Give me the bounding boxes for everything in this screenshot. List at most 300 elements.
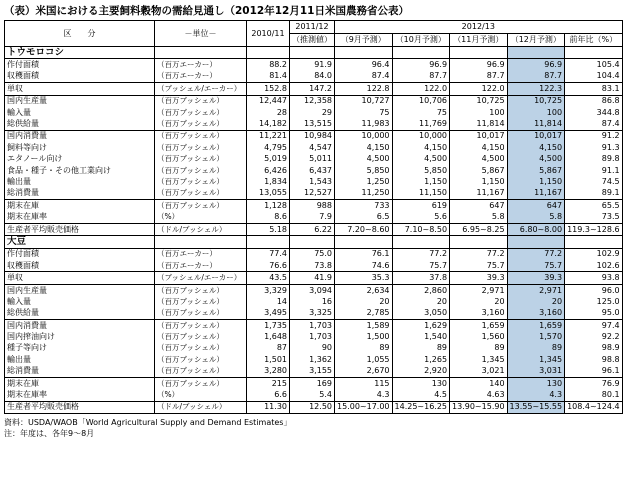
row-unit: （%） xyxy=(155,389,247,401)
cell-value: 115 xyxy=(335,377,393,389)
cell-value: 11,769 xyxy=(392,118,450,130)
cell-value: 76.9 xyxy=(565,377,623,389)
cell-value: 122.8 xyxy=(335,83,393,95)
cell-value: 5.8 xyxy=(450,211,508,223)
cell-value: 20 xyxy=(335,296,393,307)
cell-value: 91.2 xyxy=(565,130,623,142)
cell-value: 20 xyxy=(450,296,508,307)
cell-value: 10,727 xyxy=(335,95,393,107)
row-unit: （百万ブッシェル） xyxy=(155,284,247,296)
cell-value: 5.4 xyxy=(290,389,335,401)
header-2011-sub: （推測値） xyxy=(290,34,335,47)
cell-value: 20 xyxy=(392,296,450,307)
cell-value: 95.0 xyxy=(565,308,623,320)
cell-value: 12,358 xyxy=(290,95,335,107)
row-label: 収穫面積 xyxy=(5,260,155,272)
cell-value: 1,560 xyxy=(450,331,508,342)
row-unit: （百万ブッシェル） xyxy=(155,165,247,176)
cell-value: 2,920 xyxy=(392,366,450,378)
row-unit: （百万ブッシェル） xyxy=(155,200,247,212)
cell-value: 87 xyxy=(247,343,290,354)
cell-value: 5.6 xyxy=(392,211,450,223)
cell-value: 73.5 xyxy=(565,211,623,223)
cell-value: 11,814 xyxy=(450,118,508,130)
row-unit: （百万ブッシェル） xyxy=(155,308,247,320)
row-label: 飼料等向け xyxy=(5,142,155,153)
row-label: 期末在庫率 xyxy=(5,389,155,401)
table-row xyxy=(5,248,623,260)
row-unit: （百万エーカー） xyxy=(155,248,247,260)
cell-value: 1,501 xyxy=(247,354,290,365)
table-row xyxy=(5,401,623,413)
cell-value: 89 xyxy=(507,343,565,354)
section-title: 大豆 xyxy=(5,236,155,248)
cell-value: 11.30 xyxy=(247,401,290,413)
cell-value: 13.90~15.90 xyxy=(450,401,508,413)
cell-value: 91.9 xyxy=(290,59,335,71)
row-label: 国内搾油向け xyxy=(5,331,155,342)
cell-value: 76.6 xyxy=(247,260,290,272)
cell-value: 84.0 xyxy=(290,71,335,83)
cell-value: 28 xyxy=(247,107,290,118)
cell-value: 75 xyxy=(335,107,393,118)
cell-value: 80.1 xyxy=(565,389,623,401)
cell-value: 2,785 xyxy=(335,308,393,320)
cell-value: 5.8 xyxy=(507,211,565,223)
table-row xyxy=(5,284,623,296)
table-row xyxy=(5,130,623,142)
cell-value: 91.3 xyxy=(565,142,623,153)
cell-value: 3,031 xyxy=(507,366,565,378)
header-2011: 2011/12 xyxy=(290,21,335,34)
cell-value: 3,329 xyxy=(247,284,290,296)
cell-value: 29 xyxy=(290,107,335,118)
cell-value: 14 xyxy=(247,296,290,307)
cell-value: 11,983 xyxy=(335,118,393,130)
cell-value: 122.0 xyxy=(392,83,450,95)
row-label: 作付面積 xyxy=(5,248,155,260)
table-row xyxy=(5,176,623,187)
table-row xyxy=(5,296,623,307)
cell-value: 98.8 xyxy=(565,354,623,365)
cell-value: 3,155 xyxy=(290,366,335,378)
cell-value: 6.22 xyxy=(290,223,335,235)
row-label: 輸出量 xyxy=(5,354,155,365)
cell-value: 1,703 xyxy=(290,331,335,342)
cell-value: 4.3 xyxy=(507,389,565,401)
section-header xyxy=(5,47,623,59)
cell-value: 74.5 xyxy=(565,176,623,187)
cell-value: 1,659 xyxy=(507,319,565,331)
cell-value: 97.4 xyxy=(565,319,623,331)
table-row xyxy=(5,107,623,118)
cell-value: 147.2 xyxy=(290,83,335,95)
cell-value: 4,150 xyxy=(392,142,450,153)
cell-value: 91.1 xyxy=(565,165,623,176)
cell-value: 37.8 xyxy=(392,272,450,284)
cell-value: 75.0 xyxy=(290,248,335,260)
cell-value: 75.7 xyxy=(507,260,565,272)
cell-value: 93.8 xyxy=(565,272,623,284)
row-label: 単収 xyxy=(5,83,155,95)
row-label: 輸入量 xyxy=(5,107,155,118)
cell-value: 77.4 xyxy=(247,248,290,260)
cell-value: 1,648 xyxy=(247,331,290,342)
cell-value: 75 xyxy=(392,107,450,118)
cell-value: 215 xyxy=(247,377,290,389)
cell-value: 10,984 xyxy=(290,130,335,142)
table-row xyxy=(5,142,623,153)
table-row xyxy=(5,211,623,223)
row-unit: （百万エーカー） xyxy=(155,59,247,71)
cell-value: 619 xyxy=(392,200,450,212)
cell-value: 7.10~8.50 xyxy=(392,223,450,235)
cell-value: 77.2 xyxy=(450,248,508,260)
row-unit: （ブッシェル/エーカー） xyxy=(155,272,247,284)
cell-value: 77.2 xyxy=(392,248,450,260)
cell-value: 10,000 xyxy=(335,130,393,142)
cell-value: 43.5 xyxy=(247,272,290,284)
cell-value: 119.3~128.6 xyxy=(565,223,623,235)
cell-value: 1,150 xyxy=(450,176,508,187)
section-title: トウモロコシ xyxy=(5,47,155,59)
cell-value: 5,850 xyxy=(335,165,393,176)
cell-value: 65.5 xyxy=(565,200,623,212)
row-unit: （ドル/ブッシェル） xyxy=(155,223,247,235)
cell-value: 3,050 xyxy=(392,308,450,320)
cell-value: 2,634 xyxy=(335,284,393,296)
table-row xyxy=(5,83,623,95)
row-unit: （百万ブッシェル） xyxy=(155,107,247,118)
row-label: 総供給量 xyxy=(5,308,155,320)
cell-value: 11,167 xyxy=(507,188,565,200)
cell-value: 12.50 xyxy=(290,401,335,413)
row-label: 総消費量 xyxy=(5,188,155,200)
cell-value: 6.5 xyxy=(335,211,393,223)
row-unit: （百万エーカー） xyxy=(155,260,247,272)
cell-value: 81.4 xyxy=(247,71,290,83)
table-row xyxy=(5,366,623,378)
cell-value: 1,250 xyxy=(335,176,393,187)
cell-value: 152.8 xyxy=(247,83,290,95)
cell-value: 11,221 xyxy=(247,130,290,142)
cell-value: 12,447 xyxy=(247,95,290,107)
row-label: 総供給量 xyxy=(5,118,155,130)
year-note: 注：年度は、各年9～8月 xyxy=(4,429,95,438)
cell-value: 10,000 xyxy=(392,130,450,142)
cell-value: 5,850 xyxy=(392,165,450,176)
row-unit: （百万ブッシェル） xyxy=(155,95,247,107)
row-label: 国内生産量 xyxy=(5,284,155,296)
cell-value: 39.3 xyxy=(450,272,508,284)
table-row xyxy=(5,308,623,320)
cell-value: 13,515 xyxy=(290,118,335,130)
cell-value: 3,160 xyxy=(507,308,565,320)
cell-value: 96.0 xyxy=(565,284,623,296)
cell-value: 1,345 xyxy=(450,354,508,365)
cell-value: 96.1 xyxy=(565,366,623,378)
cell-value: 4,150 xyxy=(335,142,393,153)
cell-value: 11,167 xyxy=(450,188,508,200)
page-title: （表）米国における主要飼料穀物の需給見通し（2012年12月11日米国農務省公表） xyxy=(4,5,409,17)
header-dec: （12月予測） xyxy=(507,34,565,47)
row-unit: （百万ブッシェル） xyxy=(155,130,247,142)
row-unit: （ブッシェル/エーカー） xyxy=(155,83,247,95)
cell-value: 87.7 xyxy=(450,71,508,83)
cell-value: 3,495 xyxy=(247,308,290,320)
table-row xyxy=(5,118,623,130)
header-nov: （11月予測） xyxy=(450,34,508,47)
cell-value: 10,725 xyxy=(450,95,508,107)
cell-value: 11,150 xyxy=(392,188,450,200)
row-label: 期末在庫率 xyxy=(5,211,155,223)
cell-value: 77.2 xyxy=(507,248,565,260)
row-label: 輸出量 xyxy=(5,176,155,187)
cell-value: 4,500 xyxy=(335,154,393,165)
cell-value: 74.6 xyxy=(335,260,393,272)
table-row xyxy=(5,165,623,176)
cell-value: 1,629 xyxy=(392,319,450,331)
row-label: 単収 xyxy=(5,272,155,284)
table-row xyxy=(5,154,623,165)
cell-value: 6.80~8.00 xyxy=(507,223,565,235)
row-label: 食品・種子・その他工業向け xyxy=(5,165,155,176)
row-unit: （百万エーカー） xyxy=(155,71,247,83)
cell-value: 1,659 xyxy=(450,319,508,331)
table-row xyxy=(5,319,623,331)
cell-value: 988 xyxy=(290,200,335,212)
table-row xyxy=(5,95,623,107)
header-oct: （10月予測） xyxy=(392,34,450,47)
cell-value: 89.8 xyxy=(565,154,623,165)
cell-value: 39.3 xyxy=(507,272,565,284)
row-unit: （百万ブッシェル） xyxy=(155,176,247,187)
cell-value: 7.20~8.60 xyxy=(335,223,393,235)
cell-value: 647 xyxy=(507,200,565,212)
cell-value: 96.9 xyxy=(507,59,565,71)
cell-value: 10,706 xyxy=(392,95,450,107)
cell-value: 11,250 xyxy=(335,188,393,200)
row-label: 国内消費量 xyxy=(5,319,155,331)
cell-value: 7.9 xyxy=(290,211,335,223)
cell-value: 6.6 xyxy=(247,389,290,401)
cell-value: 1,150 xyxy=(392,176,450,187)
row-label: 種子等向け xyxy=(5,343,155,354)
cell-value: 4,500 xyxy=(507,154,565,165)
row-unit: （百万ブッシェル） xyxy=(155,118,247,130)
cell-value: 5.18 xyxy=(247,223,290,235)
cell-value: 83.1 xyxy=(565,83,623,95)
header-sep: （9月予測） xyxy=(335,34,393,47)
table-row xyxy=(5,377,623,389)
cell-value: 3,160 xyxy=(450,308,508,320)
row-unit: （百万ブッシェル） xyxy=(155,343,247,354)
row-unit: （百万ブッシェル） xyxy=(155,188,247,200)
cell-value: 76.1 xyxy=(335,248,393,260)
cell-value: 1,570 xyxy=(507,331,565,342)
cell-value: 89 xyxy=(450,343,508,354)
cell-value: 5,019 xyxy=(247,154,290,165)
row-unit: （百万ブッシェル） xyxy=(155,142,247,153)
row-label: 生産者平均販売価格 xyxy=(5,401,155,413)
cell-value: 1,735 xyxy=(247,319,290,331)
cell-value: 1,265 xyxy=(392,354,450,365)
cell-value: 11,814 xyxy=(507,118,565,130)
cell-value: 10,725 xyxy=(507,95,565,107)
cell-value: 87.7 xyxy=(392,71,450,83)
cell-value: 4,150 xyxy=(450,142,508,153)
cell-value: 5,867 xyxy=(450,165,508,176)
row-label: 総消費量 xyxy=(5,366,155,378)
cell-value: 10,017 xyxy=(450,130,508,142)
cell-value: 1,345 xyxy=(507,354,565,365)
cell-value: 35.3 xyxy=(335,272,393,284)
cell-value: 140 xyxy=(450,377,508,389)
row-unit: （百万ブッシェル） xyxy=(155,377,247,389)
cell-value: 2,971 xyxy=(507,284,565,296)
cell-value: 90 xyxy=(290,343,335,354)
cell-value: 41.9 xyxy=(290,272,335,284)
cell-value: 3,325 xyxy=(290,308,335,320)
table-row xyxy=(5,272,623,284)
cell-value: 3,021 xyxy=(450,366,508,378)
cell-value: 105.4 xyxy=(565,59,623,71)
header-2012: 2012/13 xyxy=(335,21,623,34)
cell-value: 2,860 xyxy=(392,284,450,296)
cell-value: 86.8 xyxy=(565,95,623,107)
cell-value: 4,547 xyxy=(290,142,335,153)
cell-value: 73.8 xyxy=(290,260,335,272)
cell-value: 100 xyxy=(507,107,565,118)
cell-value: 5,867 xyxy=(507,165,565,176)
cell-value: 130 xyxy=(507,377,565,389)
row-unit: （百万ブッシェル） xyxy=(155,319,247,331)
cell-value: 14.25~16.25 xyxy=(392,401,450,413)
cell-value: 75.7 xyxy=(450,260,508,272)
row-label: 生産者平均販売価格 xyxy=(5,223,155,235)
row-label: 作付面積 xyxy=(5,59,155,71)
cell-value: 1,834 xyxy=(247,176,290,187)
cell-value: 130 xyxy=(392,377,450,389)
cell-value: 89 xyxy=(335,343,393,354)
cell-value: 4,150 xyxy=(507,142,565,153)
cell-value: 4,500 xyxy=(450,154,508,165)
cell-value: 10,017 xyxy=(507,130,565,142)
row-label: 輸入量 xyxy=(5,296,155,307)
cell-value: 344.8 xyxy=(565,107,623,118)
cell-value: 20 xyxy=(507,296,565,307)
cell-value: 6,437 xyxy=(290,165,335,176)
cell-value: 1,543 xyxy=(290,176,335,187)
cell-value: 122.3 xyxy=(507,83,565,95)
table-row xyxy=(5,200,623,212)
header-2010: 2010/11 xyxy=(247,21,290,47)
cell-value: 100 xyxy=(450,107,508,118)
cell-value: 169 xyxy=(290,377,335,389)
row-unit: （百万ブッシェル） xyxy=(155,366,247,378)
cell-value: 89 xyxy=(392,343,450,354)
cell-value: 5,011 xyxy=(290,154,335,165)
cell-value: 1,055 xyxy=(335,354,393,365)
row-unit: （百万ブッシェル） xyxy=(155,331,247,342)
cell-value: 4,795 xyxy=(247,142,290,153)
cell-value: 4.5 xyxy=(392,389,450,401)
section-header xyxy=(5,236,623,248)
cell-value: 12,527 xyxy=(290,188,335,200)
table-row xyxy=(5,343,623,354)
row-label: 国内消費量 xyxy=(5,130,155,142)
cell-value: 96.9 xyxy=(392,59,450,71)
cell-value: 102.6 xyxy=(565,260,623,272)
cell-value: 104.4 xyxy=(565,71,623,83)
cell-value: 102.9 xyxy=(565,248,623,260)
cell-value: 14,182 xyxy=(247,118,290,130)
table-row xyxy=(5,71,623,83)
row-label: 期末在庫 xyxy=(5,377,155,389)
cell-value: 6,426 xyxy=(247,165,290,176)
cell-value: 15.00~17.00 xyxy=(335,401,393,413)
supply-demand-table xyxy=(4,20,623,414)
cell-value: 3,094 xyxy=(290,284,335,296)
row-unit: （百万ブッシェル） xyxy=(155,354,247,365)
cell-value: 122.0 xyxy=(450,83,508,95)
cell-value: 1,362 xyxy=(290,354,335,365)
row-unit: （百万ブッシェル） xyxy=(155,296,247,307)
source-note: 資料：USDA/WAOB「World Agricultural Supply and Demand Estimates」 xyxy=(4,418,292,427)
cell-value: 88.2 xyxy=(247,59,290,71)
table-row xyxy=(5,188,623,200)
cell-value: 13,055 xyxy=(247,188,290,200)
table-body xyxy=(5,47,623,414)
cell-value: 92.2 xyxy=(565,331,623,342)
cell-value: 2,971 xyxy=(450,284,508,296)
cell-value: 4.3 xyxy=(335,389,393,401)
cell-value: 16 xyxy=(290,296,335,307)
row-label: エタノール向け xyxy=(5,154,155,165)
cell-value: 1,128 xyxy=(247,200,290,212)
table-row xyxy=(5,260,623,272)
table-row xyxy=(5,354,623,365)
table-row xyxy=(5,223,623,235)
cell-value: 87.4 xyxy=(335,71,393,83)
cell-value: 1,540 xyxy=(392,331,450,342)
cell-value: 4.63 xyxy=(450,389,508,401)
cell-value: 125.0 xyxy=(565,296,623,307)
header-unit: －単位－ xyxy=(155,21,247,47)
cell-value: 75.7 xyxy=(392,260,450,272)
cell-value: 96.4 xyxy=(335,59,393,71)
cell-value: 13.55~15.55 xyxy=(507,401,565,413)
row-unit: （ドル/ブッシェル） xyxy=(155,401,247,413)
header-yoy: 前年比（%） xyxy=(565,34,623,47)
table-row xyxy=(5,59,623,71)
cell-value: 3,280 xyxy=(247,366,290,378)
cell-value: 6.95~8.25 xyxy=(450,223,508,235)
cell-value: 108.4~124.4 xyxy=(565,401,623,413)
row-unit: （百万ブッシェル） xyxy=(155,154,247,165)
cell-value: 1,150 xyxy=(507,176,565,187)
header-kubun: 区 分 xyxy=(5,21,155,47)
cell-value: 89.1 xyxy=(565,188,623,200)
cell-value: 1,500 xyxy=(335,331,393,342)
cell-value: 2,670 xyxy=(335,366,393,378)
cell-value: 87.4 xyxy=(565,118,623,130)
cell-value: 1,703 xyxy=(290,319,335,331)
row-label: 収穫面積 xyxy=(5,71,155,83)
table-row xyxy=(5,389,623,401)
row-label: 期末在庫 xyxy=(5,200,155,212)
cell-value: 96.9 xyxy=(450,59,508,71)
